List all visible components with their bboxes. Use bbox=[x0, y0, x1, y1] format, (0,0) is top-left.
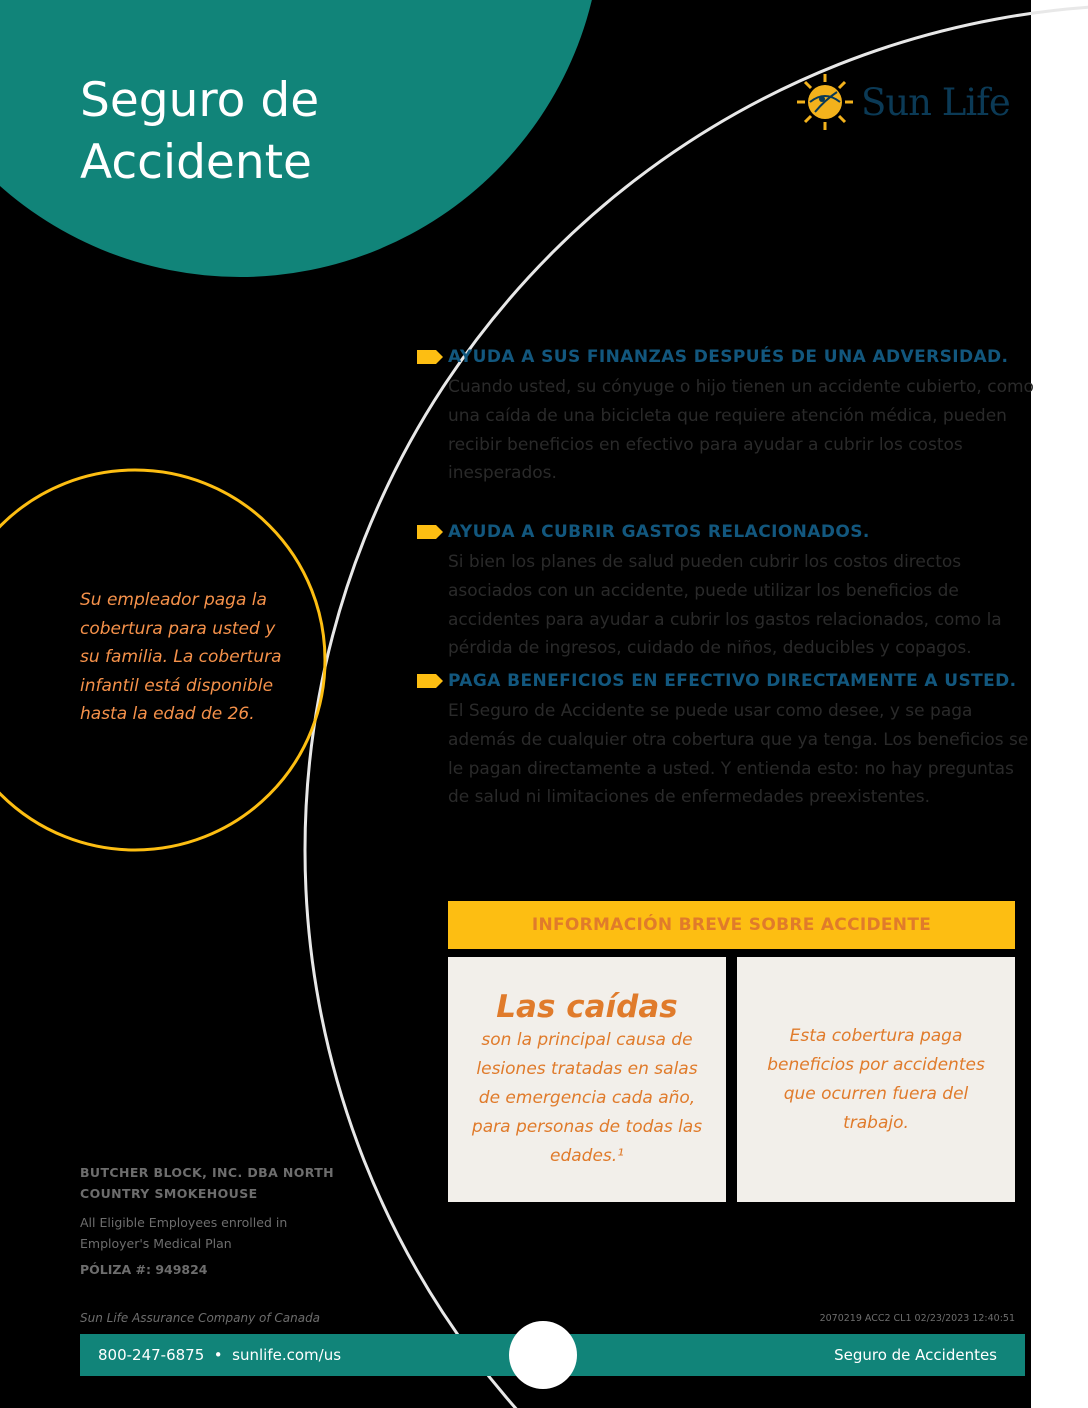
benefit-heading: PAGA BENEFICIOS EN EFECTIVO DIRECTAMENTE A USTED. bbox=[448, 671, 1017, 691]
benefit-heading: AYUDA A CUBRIR GASTOS RELACIONADOS. bbox=[448, 522, 870, 542]
footer-contact: 800-247-6875 • sunlife.com/us bbox=[98, 1346, 342, 1364]
logo-text: Sun Life bbox=[861, 80, 1010, 124]
footer-label: Seguro de Accidentes bbox=[834, 1346, 997, 1364]
benefit-heading: AYUDA A SUS FINANZAS DESPUÉS DE UNA ADVERSIDAD. bbox=[448, 347, 1009, 367]
fact-text: Esta cobertura paga beneficios por accidentes que ocurren fuera del trabajo. bbox=[767, 1025, 985, 1133]
benefit-body: Cuando usted, su cónyuge o hijo tienen un accidente cubierto, como una caída de una bicicleta que requiere atención médica, pueden recibir beneficios en efectivo para ayudar a cubrir los costos inesperados. bbox=[448, 377, 1034, 484]
fact-text: son la principal causa de lesiones tratadas en salas de emergencia cada año, para personas de todas las edades.¹ bbox=[471, 1030, 703, 1166]
sun-life-logo bbox=[795, 72, 1010, 132]
page-title bbox=[80, 70, 319, 194]
footer-circle bbox=[509, 1321, 577, 1389]
company-info bbox=[80, 1162, 360, 1277]
benefit-body: Si bien los planes de salud pueden cubrir los costos directos asociados con un accidente, puede utilizar los beneficios de accidentes para ayudar a cubrir los gastos relacionados, como la pérdida de ingresos, cuidado de niños, deducibles y copagos. bbox=[448, 552, 1002, 659]
fact-headline: Las caídas bbox=[496, 989, 678, 1025]
employer-note: Su empleador paga la cobertura para usted y su familia. La cobertura infantil está disponible hasta la edad de 26. bbox=[80, 590, 282, 724]
document-code: 2070219 ACC2 CL1 02/23/2023 12:40:51 bbox=[819, 1313, 1015, 1324]
company-name: BUTCHER BLOCK, INC. DBA NORTH COUNTRY SMOKEHOUSE bbox=[80, 1165, 335, 1201]
title-line-2: Accidente bbox=[80, 135, 312, 190]
fact-box-falls bbox=[448, 957, 726, 1202]
arrow-tag-icon bbox=[416, 349, 444, 365]
benefit-finances bbox=[416, 344, 1036, 488]
eligible-group: All Eligible Employees enrolled in Employer's Medical Plan bbox=[80, 1215, 288, 1251]
facts-header: INFORMACIÓN BREVE SOBRE ACCIDENTE bbox=[448, 901, 1015, 949]
fact-box-coverage bbox=[737, 957, 1015, 1202]
benefit-body: El Seguro de Accidente se puede usar como desee, y se paga además de cualquier otra cobertura que ya tenga. Los beneficios se le pagan directamente a usted. Y entienda esto: no hay preguntas de salud ni limitaciones de enfermedades preexistentes. bbox=[448, 701, 1029, 808]
benefit-related-costs bbox=[416, 519, 1036, 663]
arrow-tag-icon bbox=[416, 524, 444, 540]
sun-globe-icon bbox=[795, 72, 855, 132]
insurer-name: Sun Life Assurance Company of Canada bbox=[80, 1311, 321, 1325]
title-line-1: Seguro de bbox=[80, 73, 320, 128]
benefit-cash-payment bbox=[416, 668, 1036, 812]
arrow-tag-icon bbox=[416, 673, 444, 689]
policy-number: PÓLIZA #: 949824 bbox=[80, 1262, 208, 1277]
